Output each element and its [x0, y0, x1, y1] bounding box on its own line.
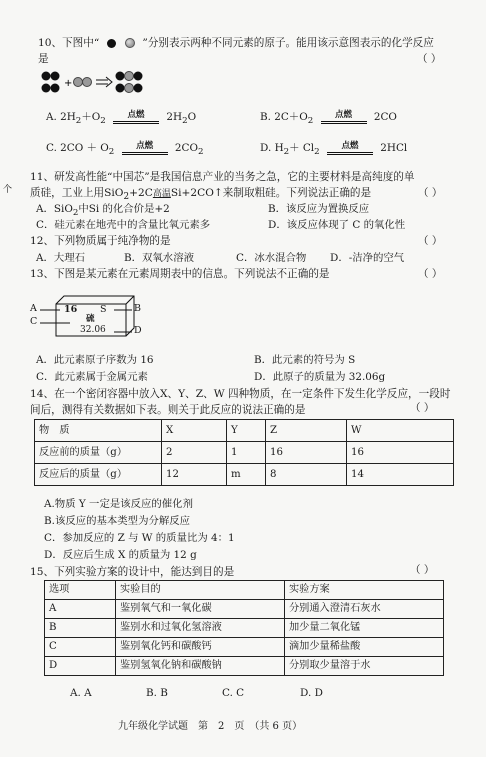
- table-cell: 加少量二氧化锰: [285, 619, 444, 638]
- q12-option-c: C．冰水混合物: [236, 252, 307, 264]
- q12-option-a: A．大理石: [36, 252, 86, 264]
- reaction-arrow-icon: [96, 77, 112, 87]
- q10-option-a: A. $2H_2+O_2$ 点燃 $2H_2O$: [46, 109, 197, 127]
- q11-option-b: B．该反应为置换反应: [268, 203, 370, 215]
- q11-answer-paren: （ ）: [418, 187, 443, 199]
- q14-answer-paren: （ ）: [410, 402, 435, 414]
- q13-answer-paren: （ ）: [418, 268, 443, 280]
- q10-option-b: B. $2C+O_2$ 点燃 2CO: [260, 109, 397, 127]
- q14-stem-line2: 间后，测得有关数据如下表。则关于此反应的说法正确的是: [30, 404, 306, 416]
- q13-option-c: C．此元素属于金属元素: [36, 371, 148, 383]
- q15-answer-a: A. A: [70, 687, 92, 699]
- q11-option-a: A．SiO$_2$中Si 的化合价是+2: [36, 203, 170, 219]
- table-header-row: [45, 581, 444, 600]
- table-cell: 12: [162, 464, 227, 486]
- product-molecules: [116, 72, 143, 93]
- cell-label-c: C: [30, 316, 38, 327]
- table-header-cell: 实验方案: [285, 581, 444, 600]
- table-cell: A: [45, 600, 116, 619]
- table-cell: 鉴别水和过氧化氢溶液: [116, 619, 285, 638]
- gray-atom-icon: [125, 38, 135, 48]
- q11-option-d: D．该反应体现了 C 的氧化性: [268, 219, 406, 231]
- q13-option-d: D．此原子的质量为 32.06g: [254, 371, 386, 383]
- condition-ignite: 点燃: [113, 111, 159, 124]
- table-cell: 1: [227, 442, 266, 464]
- table-row: [45, 619, 444, 638]
- table-cell: 鉴别氧化钙和碳酸钙: [116, 638, 285, 657]
- table-header-cell: 选项: [45, 581, 116, 600]
- table-cell: B: [45, 619, 116, 638]
- cell-label-d: D: [134, 325, 142, 336]
- table-cell: 分别取少量溶于水: [285, 657, 444, 676]
- table-cell: 16: [347, 442, 454, 464]
- condition-ignite: 点燃: [327, 142, 373, 155]
- table-header-row: [35, 420, 454, 442]
- table-header-cell: W: [347, 420, 454, 442]
- black-atom-icon: [107, 39, 116, 48]
- margin-mark: 个: [3, 185, 13, 195]
- atomic-mass: 32.06: [80, 325, 106, 335]
- q14-option-c: C．参加反应的 Z 与 W 的质量比为 4：1: [44, 532, 235, 544]
- q12-answer-paren: （ ）: [418, 235, 443, 247]
- periodic-element-cell: [30, 290, 150, 338]
- table-row: [45, 638, 444, 657]
- q10-stem: [38, 36, 434, 50]
- table-cell: D: [45, 657, 116, 676]
- q12-option-b: B．双氧水溶液: [124, 252, 194, 264]
- q14-option-d: D．反应后生成 X 的质量为 12 g: [44, 549, 197, 561]
- table-row: [35, 464, 454, 486]
- condition-ignite: 点燃: [122, 142, 168, 155]
- q13-option-b: B．此元素的符号为 S: [254, 354, 356, 366]
- q10-option-d: D. $H_2+ Cl_2$ 点燃 2HCl: [260, 140, 408, 158]
- q12-option-d: D．-洁净的空气: [330, 252, 405, 264]
- reactant-molecule-2: [74, 78, 92, 87]
- q15-answer-paren: （ ）: [410, 564, 435, 576]
- q10-answer-paren: （ ）: [417, 53, 442, 65]
- table-cell: 2: [162, 442, 227, 464]
- q15-answer-b: B. B: [146, 687, 168, 699]
- q11-stem-line2: 质硅，工业上用SiO$_2$+2C高温Si+2CO↑来制取粗硅。下列说法正确的是: [30, 187, 372, 203]
- q13-option-a: A．此元素原子序数为 16: [36, 354, 154, 366]
- q11-option-c: C．硅元素在地壳中的含量比氧元素多: [36, 219, 211, 231]
- table-cell: 反应前的质量（g）: [35, 442, 162, 464]
- q10-stem-c: 是: [38, 53, 49, 65]
- cell-label-b: B: [134, 303, 141, 314]
- table-cell: 反应后的质量（g）: [35, 464, 162, 486]
- svg-text:+: +: [64, 78, 73, 89]
- table-header-cell: Z: [266, 420, 347, 442]
- element-name: 硫: [86, 314, 95, 324]
- q13-stem: 13、下图是某元素在元素周期表中的信息。下列说法不正确的是: [30, 268, 330, 280]
- table-header-cell: 实验目的: [116, 581, 285, 600]
- table-cell: C: [45, 638, 116, 657]
- table-row: [35, 442, 454, 464]
- table-cell: 分别通入澄清石灰水: [285, 600, 444, 619]
- q10-reaction-diagram: [38, 68, 148, 98]
- table-header-cell: Y: [227, 420, 266, 442]
- table-cell: 16: [266, 442, 347, 464]
- table-header-cell: X: [162, 420, 227, 442]
- q15-answer-c: C. C: [222, 687, 245, 699]
- table-cell: 8: [266, 464, 347, 486]
- page-footer: 九年级化学试题 第 2 页 （共 6 页）: [118, 721, 303, 732]
- element-symbol: S: [100, 304, 107, 315]
- q15-options-table: [44, 580, 444, 676]
- q11-stem-line1: 11、研发高性能“中国芯”是我国信息产业的当务之急，它的主要材料是高纯度的单: [30, 171, 415, 183]
- q14-option-a: A.物质 Y 一定是该反应的催化剂: [44, 498, 193, 510]
- table-row: [45, 657, 444, 676]
- condition-ignite: 点燃: [321, 111, 367, 124]
- q10-stem-part-a: 10、下图中“: [38, 37, 100, 49]
- atomic-number: 16: [64, 304, 78, 315]
- cell-label-a: A: [30, 303, 37, 314]
- reactant-molecule-1: [42, 72, 60, 93]
- table-cell: 滴加少量稀盐酸: [285, 638, 444, 657]
- table-cell: 14: [347, 464, 454, 486]
- table-cell: m: [227, 464, 266, 486]
- q15-answer-d: D. D: [300, 687, 323, 699]
- q14-stem-line1: 14、在一个密闭容器中放入X、Y、Z、W 四种物质，在一定条件下发生化学反应，一段时: [30, 388, 451, 400]
- table-row: [45, 600, 444, 619]
- q10-option-c: C. $2CO + O_2$ 点燃 $2CO_2$: [46, 140, 204, 158]
- table-cell: 鉴别氧气和一氧化碳: [116, 600, 285, 619]
- q14-option-b: B.该反应的基本类型为分解反应: [44, 515, 191, 527]
- q12-stem: 12、下列物质属于纯净物的是: [30, 235, 171, 247]
- q14-data-table: [34, 419, 454, 486]
- q15-stem: 15、下列实验方案的设计中，能达到目的是: [30, 566, 235, 578]
- table-header-cell: 物 质: [35, 420, 162, 442]
- table-cell: 鉴别氢氧化钠和碳酸钠: [116, 657, 285, 676]
- q10-stem-part-b: ”分别表示两种不同元素的原子。能用该示意图表示的化学反应: [142, 37, 434, 49]
